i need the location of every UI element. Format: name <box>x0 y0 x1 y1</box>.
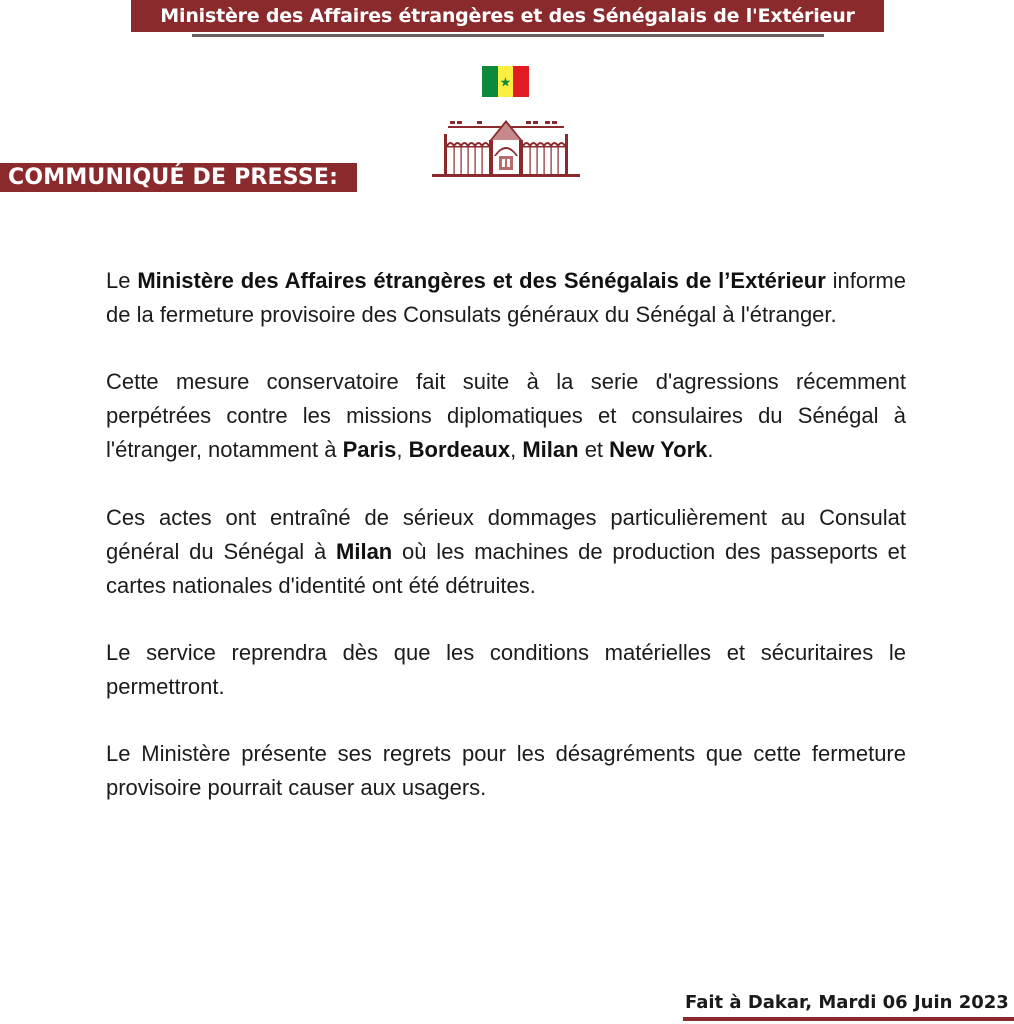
text-segment: Le <box>106 268 138 293</box>
star-icon: ★ <box>499 74 512 89</box>
city-milan: Milan <box>336 539 393 564</box>
press-release-label: COMMUNIQUÉ DE PRESSE: <box>8 165 339 190</box>
text-segment: Cette mesure conservatoire fait suite à la serie d'agressions récemment perpétrées contre les missions diplomatiques et consulaires du Sénégal à l'étranger, notamment à <box>106 369 906 462</box>
ministry-title: Ministère des Affaires étrangères et des Sénégalais de l'Extérieur <box>160 5 855 27</box>
signature-underline <box>683 1017 1014 1021</box>
text-segment: , <box>396 437 409 462</box>
text-segment: Le Ministère présente ses regrets pour les désagréments que cette fermeture provisoire pourrait causer aux usagers. <box>106 741 906 800</box>
city-new-york: New York <box>609 437 708 462</box>
city-milan: Milan <box>522 437 579 462</box>
text-segment: , <box>510 437 523 462</box>
text-segment: Ces actes ont entraîné de sérieux dommages particulièrement au Consulat général du Sénégal à <box>106 505 906 564</box>
ministry-name-bold: Ministère des Affaires étrangères et des Sénégalais de l’Extérieur <box>137 268 826 293</box>
text-segment: où les machines de production des passeports et cartes nationales d'identité ont été détruites. <box>106 539 906 598</box>
text-segment: . <box>707 437 714 462</box>
place-date-signature: Fait à Dakar, Mardi 06 Juin 2023 <box>685 992 1009 1013</box>
paragraph-5 <box>106 737 906 805</box>
paragraph-2 <box>106 365 906 467</box>
text-segment: informe de la fermeture provisoire des Consulats généraux du Sénégal à l'étranger. <box>106 268 906 327</box>
press-release-badge <box>0 163 357 192</box>
text-segment: et <box>578 437 610 462</box>
paragraph-3 <box>106 501 906 603</box>
city-paris: Paris <box>342 437 397 462</box>
paragraph-1 <box>106 264 906 332</box>
ministry-title-banner <box>131 0 884 32</box>
press-release-body <box>106 264 906 838</box>
text-segment: Le service reprendra dès que les conditions matérielles et sécuritaires le permettront. <box>106 640 906 699</box>
header-divider <box>192 34 824 37</box>
ministry-building-icon <box>430 116 582 180</box>
city-bordeaux: Bordeaux <box>408 437 511 462</box>
paragraph-4 <box>106 636 906 704</box>
senegal-flag-icon <box>482 66 529 97</box>
